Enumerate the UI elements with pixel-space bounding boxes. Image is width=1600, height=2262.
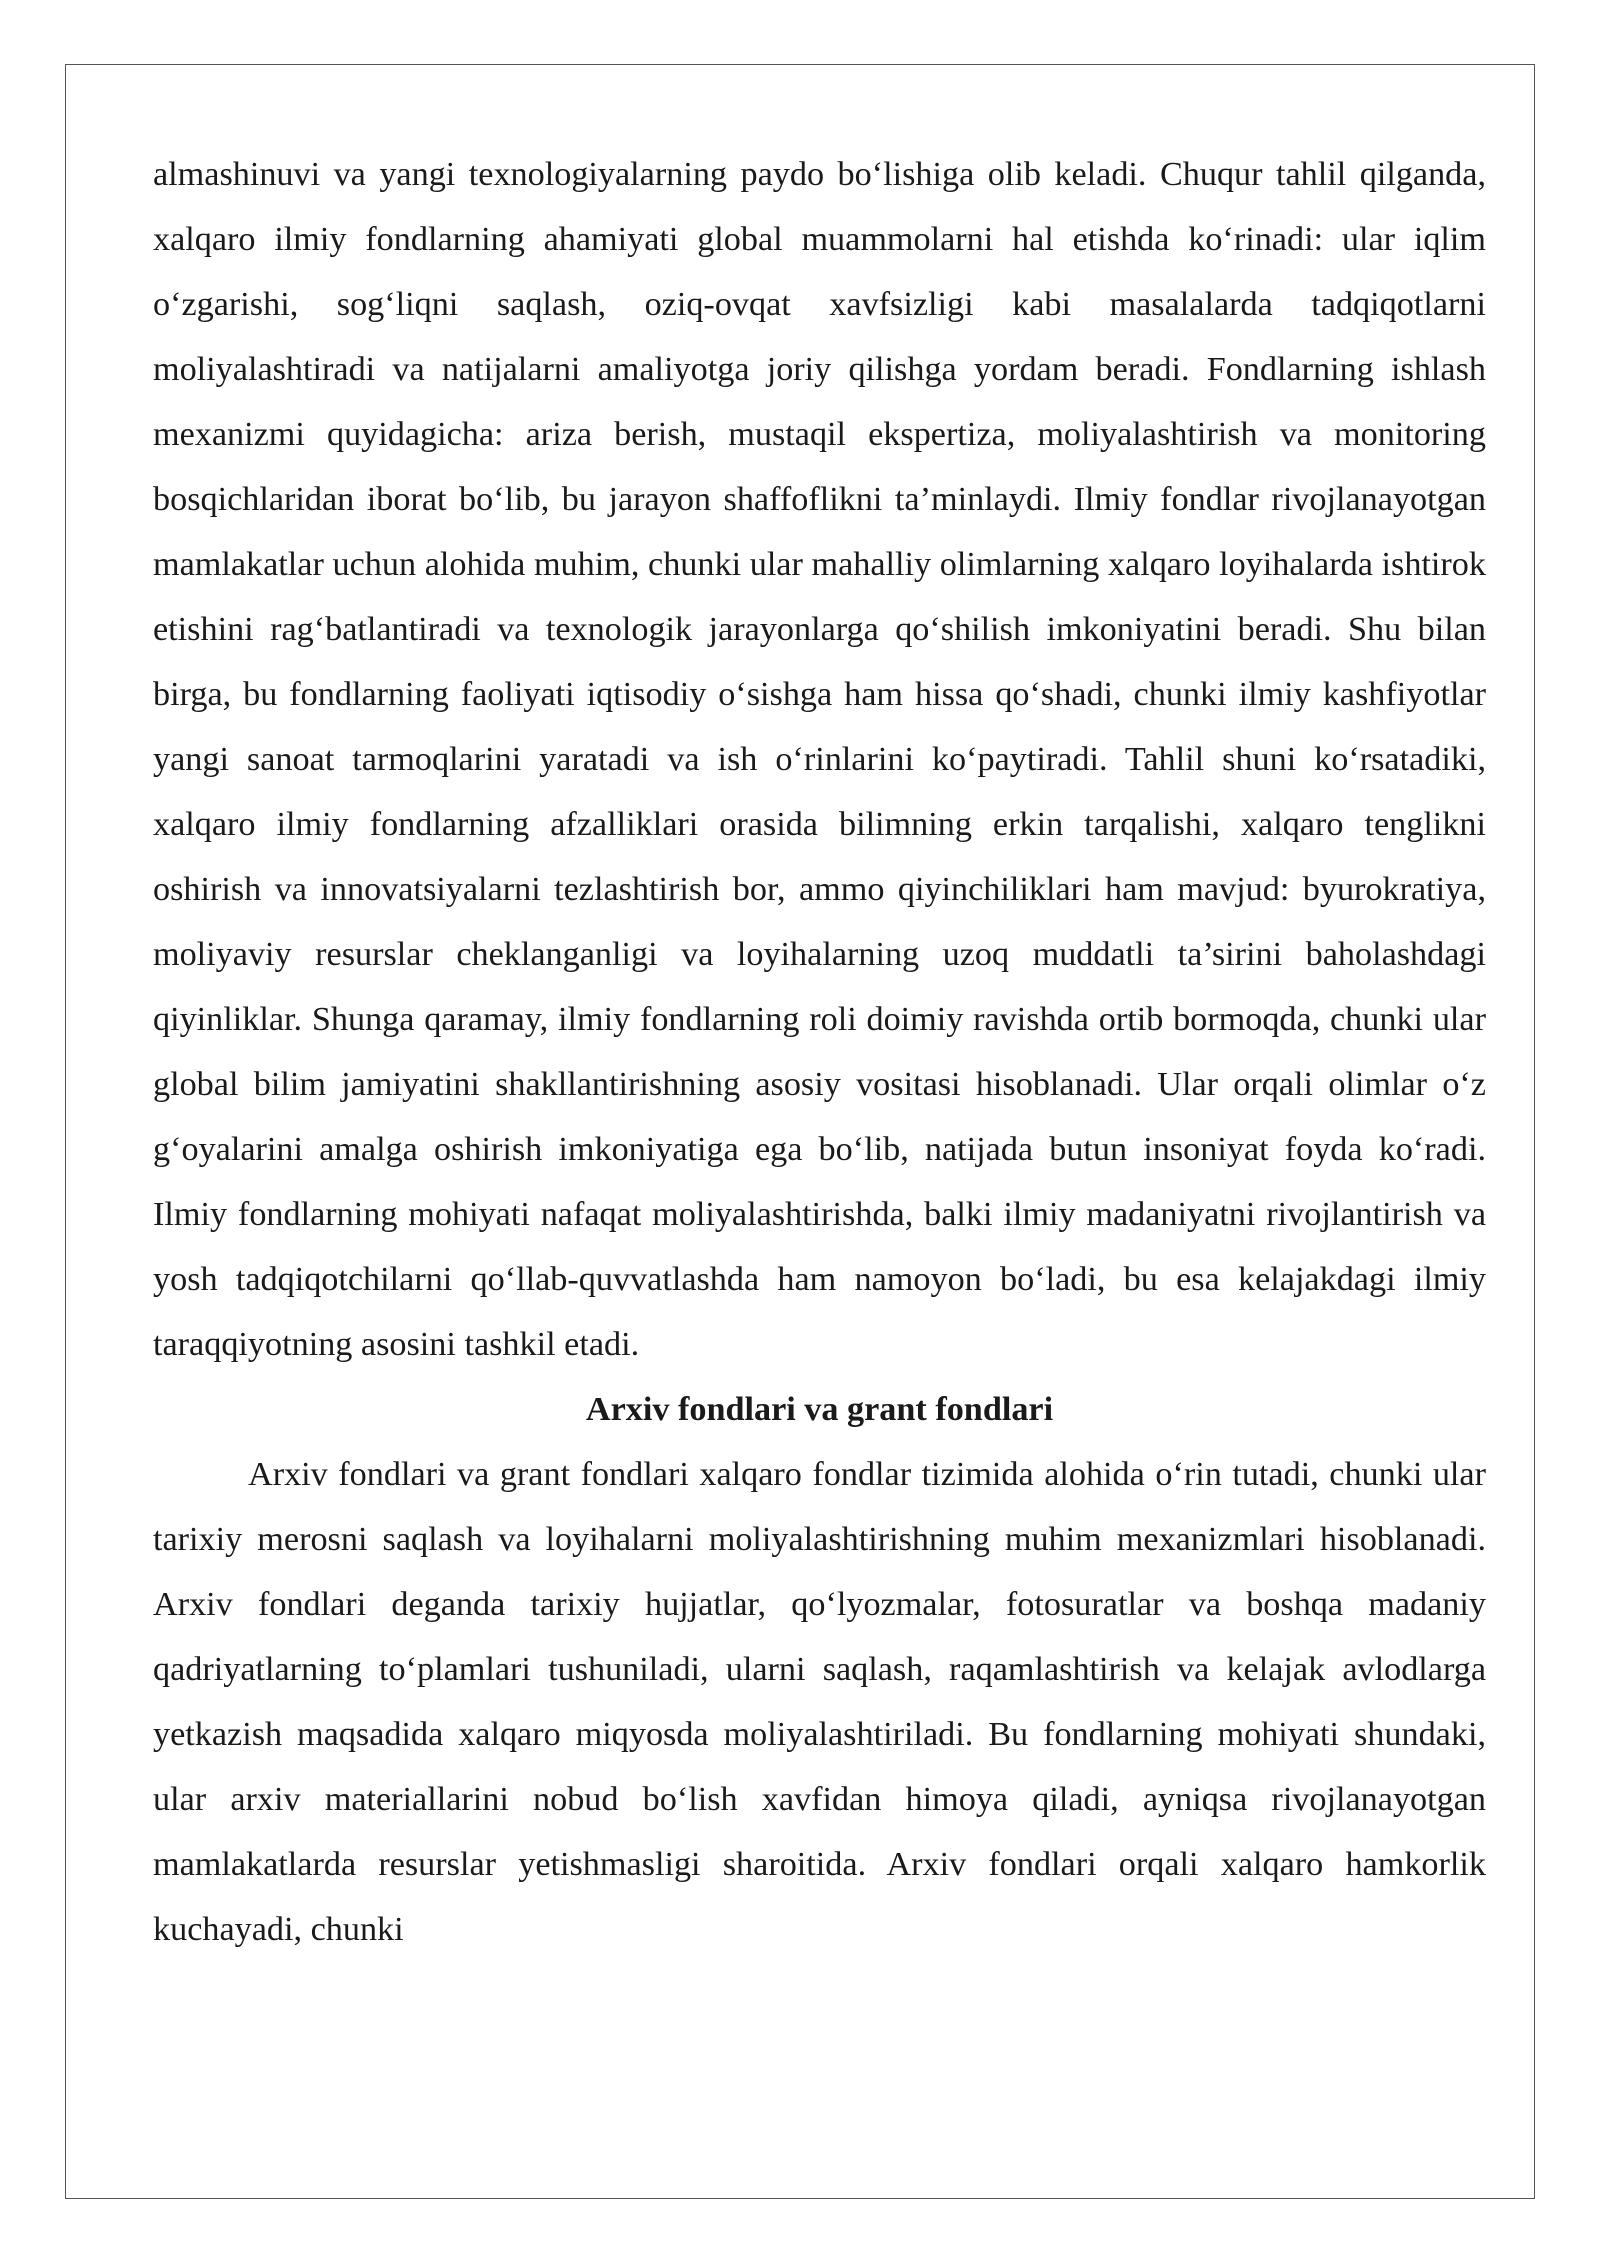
section-heading: Arxiv fondlari va grant fondlari — [585, 1391, 1054, 1428]
document-body — [153, 142, 1486, 1962]
body-paragraph-2: Arxiv fondlari va grant fondlari xalqaro fondlar tizimida alohida o‘rin tutadi, chunki ular tarixiy merosni saqlash va loyihalarni moliyalashtirishning muhim mexanizmlari hisoblanadi. Arxiv fondlari deganda tarixiy hujjatlar, qo‘lyozmalar, fotosuratlar va boshqa madaniy qadriyatlarning to‘plamlari tushuniladi, ularni saqlash, raqamlashtirish va kelajak avlodlarga yetkazish maqsadida xalqaro miqyosda moliyalashtiriladi. Bu fondlarning mohiyati shundaki, ular arxiv materiallarini nobud bo‘lish xavfidan himoya qiladi, ayniqsa rivojlanayotgan mamlakatlarda resurslar yetishmasligi sharoitida. Arxiv fondlari orqali xalqaro hamkorlik kuchayadi, chunki — [153, 1456, 1486, 1948]
body-paragraph-1: almashinuvi va yangi texnologiyalarning paydo bo‘lishiga olib keladi. Chuqur tahlil qilganda, xalqaro ilmiy fondlarning ahamiyati global muammolarni hal etishda ko‘rinadi: ular iqlim o‘zgarishi, sog‘liqni saqlash, oziq-ovqat xavfsizligi kabi masalalarda tadqiqotlarni moliyalashtiradi va natijalarni amaliyotga joriy qilishga yordam beradi. Fondlarning ishlash mexanizmi quyidagicha: ariza berish, mustaqil ekspertiza, moliyalashtirish va monitoring bosqichlaridan iborat bo‘lib, bu jarayon shaffoflikni ta’minlaydi. Ilmiy fondlar rivojlanayotgan mamlakatlar uchun alohida muhim, chunki ular mahalliy olimlarning xalqaro loyihalarda ishtirok etishini rag‘batlantiradi va texnologik jarayonlarga qo‘shilish imkoniyatini beradi. Shu bilan birga, bu fondlarning faoliyati iqtisodiy o‘sishga ham hissa qo‘shadi, chunki ilmiy kashfiyotlar yangi sanoat tarmoqlarini yaratadi va ish o‘rinlarini ko‘paytiradi. Tahlil shuni ko‘rsatadiki, xalqaro ilmiy fondlarning afzalliklari orasida bilimning erkin tarqalishi, xalqaro tenglikni oshirish va innovatsiyalarni tezlashtirish bor, ammo qiyinchiliklari ham mavjud: byurokratiya, moliyaviy resurslar cheklanganligi va loyihalarning uzoq muddatli ta’sirini baholashdagi qiyinliklar. Shunga qaramay, ilmiy fondlarning roli doimiy ravishda ortib bormoqda, chunki ular global bilim jamiyatini shakllantirishning asosiy vositasi hisoblanadi. Ular orqali olimlar o‘z g‘oyalarini amalga oshirish imkoniyatiga ega bo‘lib, natijada butun insoniyat foyda ko‘radi. Ilmiy fondlarning mohiyati nafaqat moliyalashtirishda, balki ilmiy madaniyatni rivojlantirish va yosh tadqiqotchilarni qo‘llab-quvvatlashda ham namoyon bo‘ladi, bu esa kelajakdagi ilmiy taraqqiyotning asosini tashkil etadi. — [153, 156, 1486, 1363]
